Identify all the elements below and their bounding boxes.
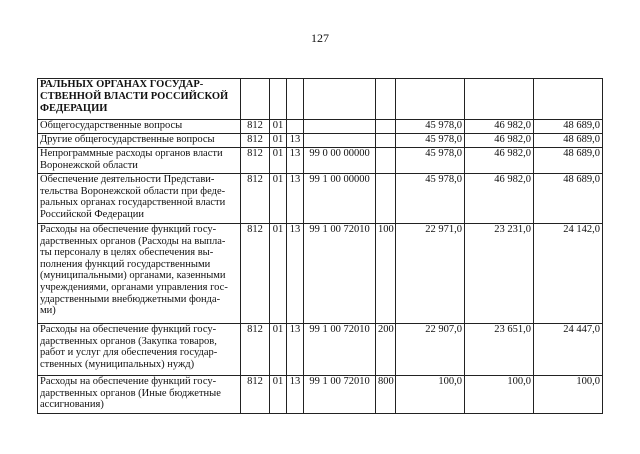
amount-year2: 23 651,0 bbox=[465, 324, 534, 376]
amount-year1: 100,0 bbox=[396, 376, 465, 414]
table-row bbox=[38, 79, 603, 120]
admin-code: 812 bbox=[241, 174, 270, 224]
admin-code: 812 bbox=[241, 324, 270, 376]
target-code bbox=[304, 134, 376, 148]
target-code: 99 1 00 72010 bbox=[304, 376, 376, 414]
amount-year2: 46 982,0 bbox=[465, 134, 534, 148]
target-code: 99 1 00 72010 bbox=[304, 224, 376, 324]
admin-code: 812 bbox=[241, 148, 270, 174]
amount-year3 bbox=[534, 79, 603, 120]
row-name: Другие общегосударственные вопросы bbox=[38, 134, 241, 148]
row-name: Расходы на обеспечение функций госу- дарственных органов (Расходы на выпла- ты персоналу в целях обеспечения вы- полнения функций государственными (муниципальными) органами, казенными учреждениями, органами управления гос- ударственными внебюджетными фонда- ми) bbox=[38, 224, 241, 324]
amount-year1 bbox=[396, 79, 465, 120]
expense-type-code bbox=[376, 79, 396, 120]
section-code: 01 bbox=[270, 174, 287, 224]
amount-year2: 46 982,0 bbox=[465, 120, 534, 134]
amount-year1: 22 971,0 bbox=[396, 224, 465, 324]
amount-year2 bbox=[465, 79, 534, 120]
expense-type-code bbox=[376, 148, 396, 174]
table-row bbox=[38, 224, 603, 324]
section-code bbox=[270, 79, 287, 120]
target-code: 99 1 00 72010 bbox=[304, 324, 376, 376]
amount-year3: 48 689,0 bbox=[534, 134, 603, 148]
amount-year1: 45 978,0 bbox=[396, 134, 465, 148]
table-row bbox=[38, 134, 603, 148]
section-code: 01 bbox=[270, 224, 287, 324]
section-code: 01 bbox=[270, 376, 287, 414]
amount-year2: 46 982,0 bbox=[465, 148, 534, 174]
admin-code: 812 bbox=[241, 224, 270, 324]
admin-code: 812 bbox=[241, 376, 270, 414]
amount-year1: 45 978,0 bbox=[396, 120, 465, 134]
row-name: Общегосударственные вопросы bbox=[38, 120, 241, 134]
amount-year2: 100,0 bbox=[465, 376, 534, 414]
target-code: 99 0 00 00000 bbox=[304, 148, 376, 174]
subsection-code: 13 bbox=[287, 174, 304, 224]
admin-code: 812 bbox=[241, 120, 270, 134]
row-name: Непрограммные расходы органов власти Воронежской области bbox=[38, 148, 241, 174]
expense-type-code bbox=[376, 174, 396, 224]
subsection-code: 13 bbox=[287, 148, 304, 174]
amount-year3: 48 689,0 bbox=[534, 174, 603, 224]
subsection-code: 13 bbox=[287, 324, 304, 376]
subsection-code: 13 bbox=[287, 134, 304, 148]
subsection-code: 13 bbox=[287, 376, 304, 414]
amount-year3: 100,0 bbox=[534, 376, 603, 414]
row-name: Расходы на обеспечение функций госу- дарственных органов (Иные бюджетные ассигнования) bbox=[38, 376, 241, 414]
table-row bbox=[38, 120, 603, 134]
section-code: 01 bbox=[270, 120, 287, 134]
expense-type-code: 800 bbox=[376, 376, 396, 414]
table-row bbox=[38, 376, 603, 414]
expense-type-code bbox=[376, 120, 396, 134]
table-row bbox=[38, 148, 603, 174]
amount-year3: 48 689,0 bbox=[534, 120, 603, 134]
amount-year3: 24 447,0 bbox=[534, 324, 603, 376]
admin-code bbox=[241, 79, 270, 120]
subsection-code: 13 bbox=[287, 224, 304, 324]
row-name: Расходы на обеспечение функций госу- дарственных органов (Закупка товаров, работ и услуг для обеспечения государ- ственных (муниципальных) нужд) bbox=[38, 324, 241, 376]
expense-type-code: 100 bbox=[376, 224, 396, 324]
amount-year1: 45 978,0 bbox=[396, 174, 465, 224]
amount-year2: 23 231,0 bbox=[465, 224, 534, 324]
target-code: 99 1 00 00000 bbox=[304, 174, 376, 224]
subsection-code bbox=[287, 79, 304, 120]
section-code: 01 bbox=[270, 134, 287, 148]
row-name: РАЛЬНЫХ ОРГАНАХ ГОСУДАР- СТВЕННОЙ ВЛАСТИ РОССИЙСКОЙ ФЕДЕРАЦИИ bbox=[38, 79, 241, 120]
target-code bbox=[304, 79, 376, 120]
amount-year2: 46 982,0 bbox=[465, 174, 534, 224]
table-row bbox=[38, 324, 603, 376]
amount-year1: 45 978,0 bbox=[396, 148, 465, 174]
section-code: 01 bbox=[270, 324, 287, 376]
table-row bbox=[38, 174, 603, 224]
amount-year1: 22 907,0 bbox=[396, 324, 465, 376]
subsection-code bbox=[287, 120, 304, 134]
target-code bbox=[304, 120, 376, 134]
admin-code: 812 bbox=[241, 134, 270, 148]
budget-table bbox=[37, 78, 603, 414]
amount-year3: 48 689,0 bbox=[534, 148, 603, 174]
expense-type-code: 200 bbox=[376, 324, 396, 376]
page-number: 127 bbox=[311, 31, 329, 45]
section-code: 01 bbox=[270, 148, 287, 174]
row-name: Обеспечение деятельности Представи- тельства Воронежской области при феде- ральных органах государственной власти Российской Федерации bbox=[38, 174, 241, 224]
expense-type-code bbox=[376, 134, 396, 148]
amount-year3: 24 142,0 bbox=[534, 224, 603, 324]
